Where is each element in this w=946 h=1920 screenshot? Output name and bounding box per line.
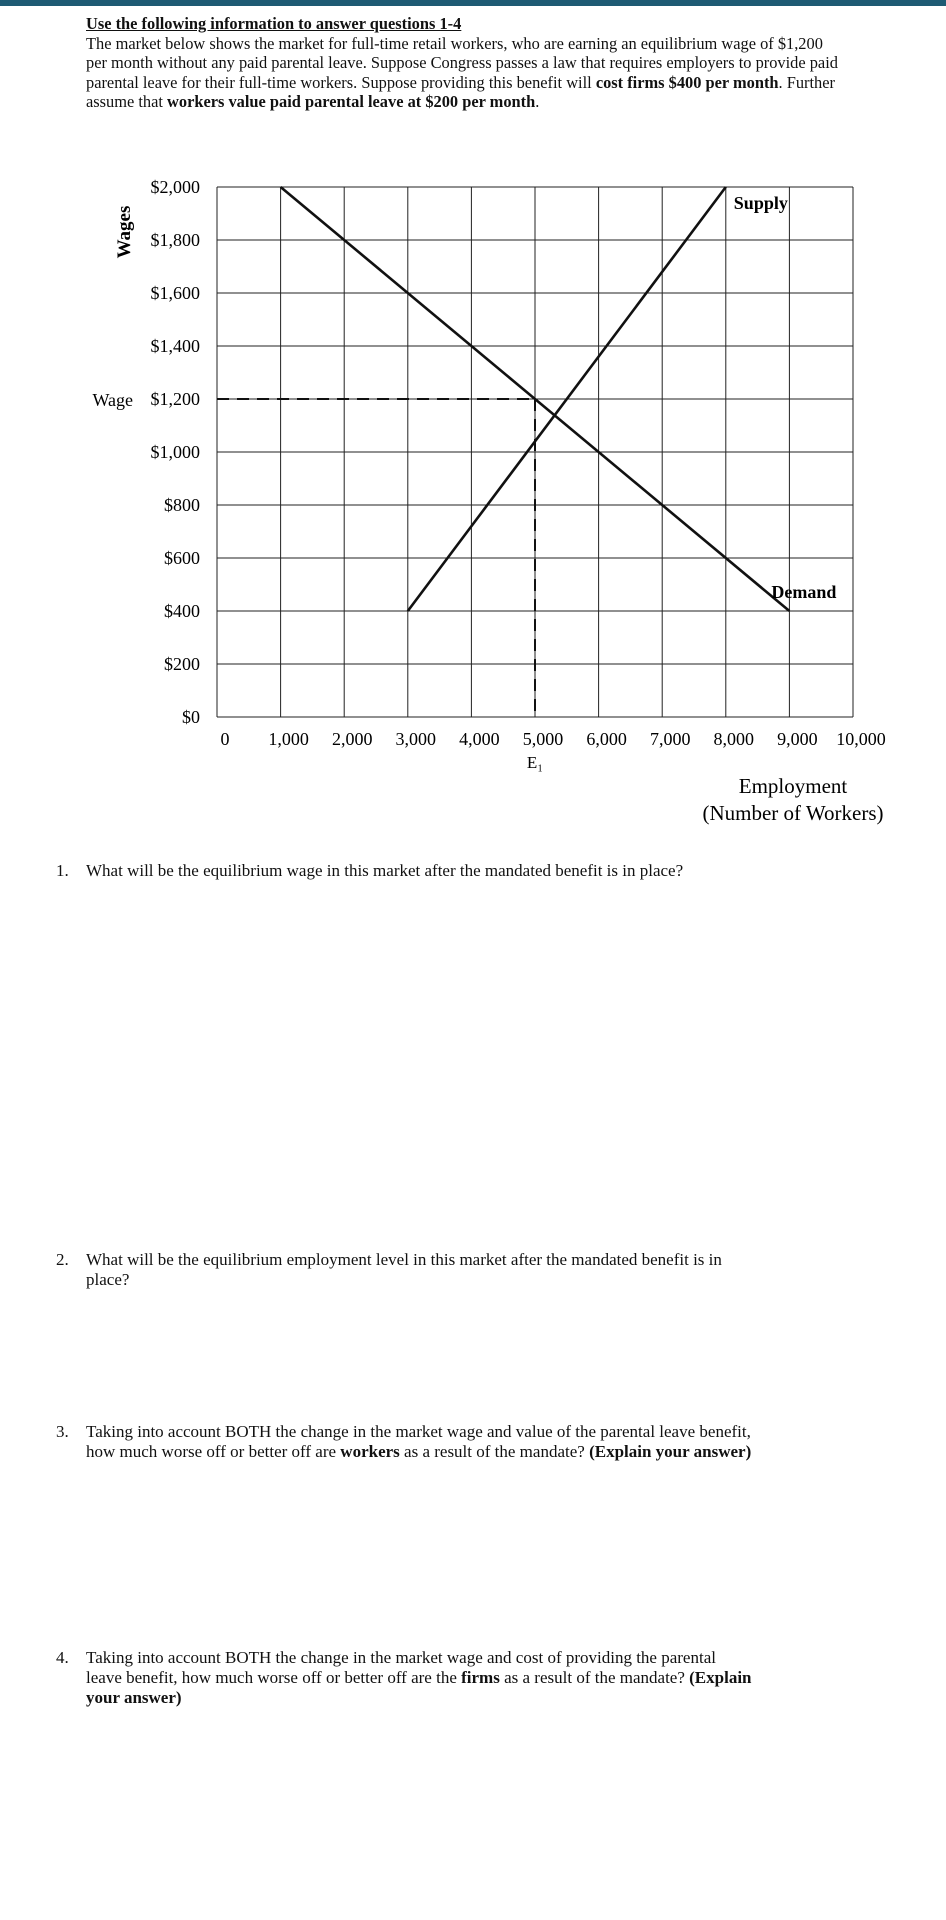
question-text-line2a: how much worse off or better off are	[86, 1442, 341, 1461]
question-number: 3.	[56, 1422, 69, 1441]
question-text: What will be the equilibrium wage in this market after the mandated benefit is in place?	[86, 861, 684, 880]
question-text-line2c: as a result of the mandate?	[499, 1668, 690, 1687]
chart-grid	[217, 187, 853, 717]
y-tick-label: $1,200	[150, 389, 200, 409]
x-tick-label: 10,000	[836, 729, 886, 749]
question-text	[86, 1250, 722, 1290]
demand-label: Demand	[771, 582, 837, 602]
question-1	[56, 861, 856, 883]
question-text-line2c: as a result of the mandate?	[399, 1442, 590, 1461]
labor-market-chart	[0, 170, 946, 850]
y-tick-label: $1,600	[150, 283, 200, 303]
question-text-line1: Taking into account BOTH the change in the market wage and cost of providing the parental	[86, 1648, 716, 1667]
y-tick-labels	[151, 177, 201, 727]
y-tick-label: $1,000	[150, 442, 200, 462]
intro-text-end: .	[535, 92, 540, 111]
x-tick-label: 8,000	[713, 729, 755, 749]
x-axis-title-line1: Employment	[738, 774, 848, 798]
x-tick-label: 2,000	[331, 729, 373, 749]
y-axis-title: Wages	[114, 205, 135, 259]
question-emph-explain: (Explain your answer)	[589, 1442, 752, 1461]
question-text-line2: place?	[86, 1270, 130, 1289]
question-emph-firms: firms	[461, 1668, 500, 1687]
question-text-line1: What will be the equilibrium employment level in this market after the mandated benefit is in	[86, 1250, 722, 1269]
question-3	[56, 1422, 916, 1464]
question-number: 1.	[56, 861, 69, 880]
question-number: 2.	[56, 1250, 69, 1269]
intro-block	[86, 14, 846, 112]
x-tick-label: 0	[220, 729, 230, 749]
y-tick-label: $200	[164, 654, 200, 674]
x-tick-label: 7,000	[649, 729, 691, 749]
wage-prefix-label: Wage	[92, 390, 133, 410]
x-tick-label: 6,000	[586, 729, 627, 749]
y-tick-label: $400	[164, 601, 200, 621]
question-number: 4.	[56, 1648, 69, 1667]
question-2	[56, 1250, 896, 1292]
question-emph-workers: workers	[340, 1442, 400, 1461]
x-tick-label: 3,000	[395, 729, 437, 749]
y-tick-label: $1,800	[150, 230, 200, 250]
y-tick-label: $2,000	[150, 177, 200, 197]
y-tick-label: $0	[182, 707, 200, 727]
x-tick-label: 1,000	[268, 729, 309, 749]
intro-value-text: workers value paid parental leave at $200 per month	[167, 92, 536, 111]
question-emph-explain-cont: your answer)	[86, 1688, 182, 1707]
question-text	[86, 1422, 751, 1462]
intro-text: The market below shows the market for full-time retail workers, who are earning an equilibrium wage of $1,200 per month without any paid parental leave. Suppose Congress passes a law that requires employers to provide paid parental leave for their full-time workers. Suppose providing this benefit will	[86, 33, 838, 92]
y-tick-label: $600	[164, 548, 200, 568]
y-tick-label: $1,400	[150, 336, 200, 356]
question-text	[86, 1648, 752, 1708]
y-tick-label: $800	[164, 495, 200, 515]
question-text-line1: Taking into account BOTH the change in the market wage and value of the parental leave benefit,	[86, 1422, 751, 1441]
x-tick-label: 9,000	[777, 729, 818, 749]
intro-heading: Use the following information to answer questions 1-4	[86, 14, 462, 33]
question-4	[56, 1648, 916, 1712]
x-tick-label: 4,000	[459, 729, 500, 749]
top-accent-bar	[0, 0, 946, 6]
x-tick-label: 5,000	[522, 729, 564, 749]
x-tick-labels	[221, 729, 886, 749]
supply-label: Supply	[733, 193, 788, 213]
intro-cost-text: cost firms $400 per month	[595, 72, 779, 92]
intro-text-mid: . Further assume that	[86, 72, 835, 111]
equilibrium-label: E₁	[526, 753, 544, 772]
question-text-line2a: leave benefit, how much worse off or better off are the	[86, 1668, 462, 1687]
x-axis-title-line2: (Number of Workers)	[702, 801, 884, 825]
question-emph-explain: (Explain	[689, 1668, 752, 1687]
